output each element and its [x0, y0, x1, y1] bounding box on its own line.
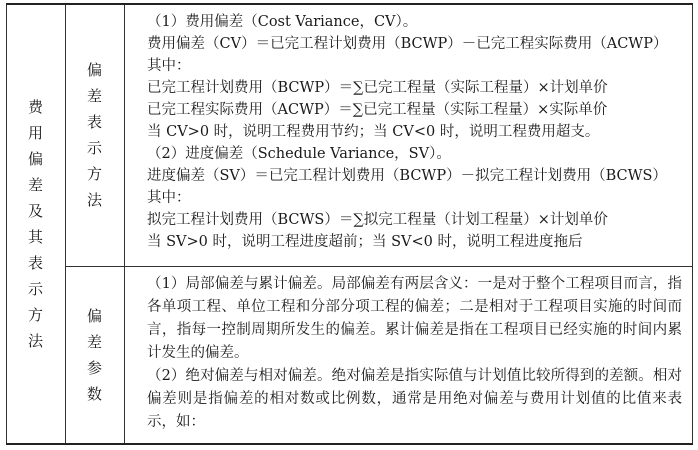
main-label: 费用偏差及其表示方法 — [27, 98, 44, 350]
section2-content — [125, 266, 693, 444]
section1-label: 偏差表示方法 — [86, 61, 103, 210]
text-line: 进度偏差（SV）＝已完工程计划费用（BCWP）－拟完工程计划费用（BCWS） — [147, 168, 667, 184]
text-line: （1）费用偏差（Cost Variance，CV）。 — [147, 14, 418, 30]
main-label-cell — [7, 4, 66, 444]
text-line: 当 SV>0 时，说明工程进度超前；当 SV<0 时，说明工程进度拖后 — [147, 234, 583, 250]
text-line: 已完工程实际费用（ACWP）＝∑已完工程量（实际工程量）×实际单价 — [147, 102, 608, 118]
text-line: 费用偏差（CV）＝已完工程计划费用（BCWP）－已完工程实际费用（ACWP） — [147, 36, 668, 52]
text-line: （2）进度偏差（Schedule Variance，SV）。 — [147, 146, 451, 162]
content-table — [6, 3, 693, 445]
table-row — [7, 266, 693, 444]
section1-content — [125, 4, 693, 266]
paragraph: （1）局部偏差与累计偏差。局部偏差有两层含义：一是对于整个工程项目而言，指各单项工程、单位工程和分部分项工程的偏差；二是相对于工程项目实施的时间而言，指每一控制周期所发生的偏差。累计偏差是指在工程项目已经实施的时间内累计发生的偏差。 — [147, 275, 682, 361]
section1-label-cell — [66, 4, 125, 266]
table-row — [7, 4, 693, 266]
text-line: 已完工程计划费用（BCWP）＝∑已完工程量（实际工程量）×计划单价 — [147, 80, 608, 96]
text-line: 当 CV>0 时，说明工程费用节约；当 CV<0 时，说明工程费用超支。 — [147, 124, 600, 140]
section2-label-cell — [66, 266, 125, 444]
text-line: 拟完工程计划费用（BCWS）＝∑拟完工程量（计划工程量）×计划单价 — [147, 212, 608, 228]
text-line: 其中： — [147, 58, 191, 74]
paragraph: （2）绝对偏差与相对偏差。绝对偏差是指实际值与计划值比较所得到的差额。相对偏差则是指偏差的相对数或比例数，通常是用绝对偏差与费用计划值的比值来表示，如： — [147, 367, 682, 430]
text-line: 其中： — [147, 190, 191, 206]
section2-label: 偏差参数 — [86, 306, 103, 403]
